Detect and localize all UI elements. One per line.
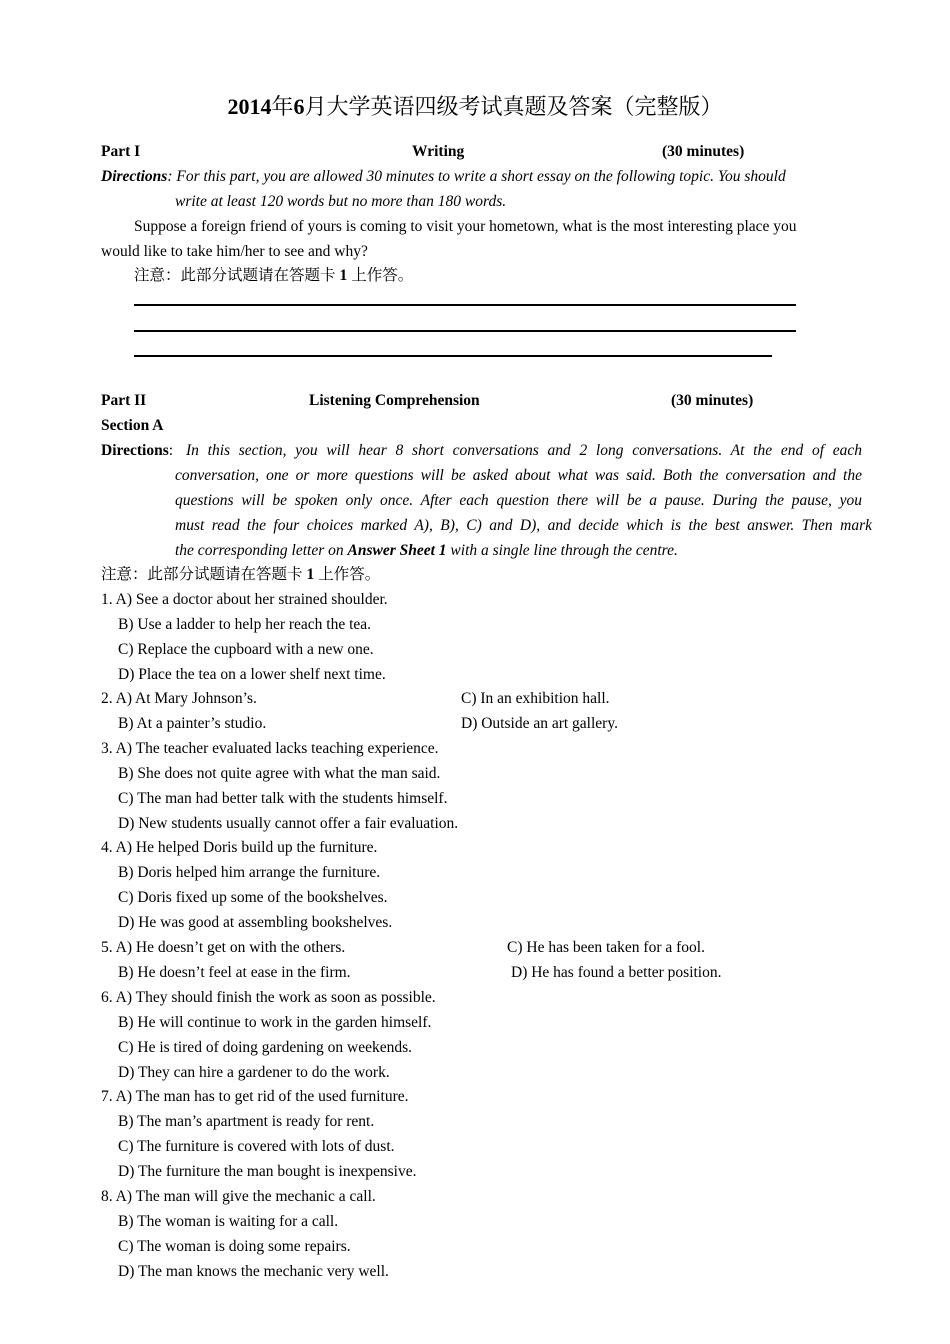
part2-directions-line5: [175, 538, 678, 563]
q7-option-a: 7. A) The man has to get rid of the used furniture.: [101, 1088, 409, 1105]
q6-option-b: B) He will continue to work in the garden himself.: [118, 1014, 432, 1031]
directions-text: : For this part, you are allowed 30 minutes to write a short essay on the following topic. You should: [167, 168, 786, 185]
note-number: 1: [339, 267, 348, 284]
title-year: 2014: [227, 94, 272, 119]
part1-label: Part I: [101, 143, 141, 160]
part2-note: [101, 562, 380, 587]
q2-option-a: 2. A) At Mary Johnson’s.: [101, 690, 257, 707]
q6-option-c: C) He is tired of doing gardening on weekends.: [118, 1039, 413, 1056]
directions-text-end: with a single line through the centre.: [446, 542, 678, 559]
q6-option-a: 6. A) They should finish the work as soon as possible.: [101, 989, 436, 1006]
q4-option-d: D) He was good at assembling bookshelves.: [118, 914, 393, 931]
q5-option-d: D) He has found a better position.: [511, 964, 722, 981]
note-text: 注意：此部分试题请在答题卡: [101, 566, 303, 583]
directions-label: Directions: [101, 168, 168, 185]
q1-option-a: 1. A) See a doctor about her strained shoulder.: [101, 591, 388, 608]
q2-option-c: C) In an exhibition hall.: [461, 690, 610, 707]
q8-option-a: 8. A) The man will give the mechanic a call.: [101, 1188, 376, 1205]
q4-option-b: B) Doris helped him arrange the furniture.: [118, 864, 381, 881]
q2-option-d: D) Outside an art gallery.: [461, 715, 618, 732]
q8-option-c: C) The woman is doing some repairs.: [118, 1238, 351, 1255]
q6-option-d: D) They can hire a gardener to do the work.: [118, 1064, 390, 1081]
q5-option-a: 5. A) He doesn’t get on with the others.: [101, 939, 346, 956]
q3-option-a: 3. A) The teacher evaluated lacks teaching experience.: [101, 740, 439, 757]
part2-label: Part II: [101, 392, 147, 409]
q4-option-c: C) Doris fixed up some of the bookshelves.: [118, 889, 388, 906]
note-number: 1: [306, 566, 315, 583]
part1-heading: Writing: [412, 143, 465, 160]
part2-directions-line1: In this section, you will hear 8 short conversations and 2 long conversations. At the end of each: [186, 442, 862, 459]
q1-option-b: B) Use a ladder to help her reach the tea.: [118, 616, 372, 633]
section-a-label: Section A: [101, 417, 164, 434]
note-text-end: 上作答。: [318, 566, 381, 583]
title-part-a: 年: [271, 94, 294, 119]
title-part-b: 月大学英语四级考试真题及答案（完整版）: [304, 94, 723, 119]
part1-time: (30 minutes): [662, 143, 745, 160]
q2-option-b: B) At a painter’s studio.: [118, 715, 267, 732]
part2-directions-line4: must read the four choices marked A), B), C) and D), and decide which is the best answer. Then mark: [175, 517, 872, 534]
answer-line: [134, 330, 796, 332]
q7-option-c: C) The furniture is covered with lots of dust.: [118, 1138, 395, 1155]
q1-option-d: D) Place the tea on a lower shelf next time.: [118, 666, 386, 683]
part1-directions-line1: [101, 164, 786, 189]
part2-time: (30 minutes): [671, 392, 754, 409]
answer-sheet-ref: Answer Sheet 1: [347, 542, 447, 559]
note-text: 注意：此部分试题请在答题卡: [134, 267, 336, 284]
part2-directions-line3: questions will be spoken only once. After each question there will be a pause. During the pause, you: [175, 492, 862, 509]
essay-prompt-line2: would like to take him/her to see and why?: [101, 243, 368, 260]
directions-label: Directions: [101, 442, 169, 459]
page-title: [0, 92, 950, 122]
q8-option-b: B) The woman is waiting for a call.: [118, 1213, 339, 1230]
part1-note: [134, 263, 413, 288]
answer-line: [134, 355, 772, 357]
part2-heading: Listening Comprehension: [309, 392, 480, 409]
q5-option-b: B) He doesn’t feel at ease in the firm.: [118, 964, 351, 981]
q5-option-c: C) He has been taken for a fool.: [507, 939, 705, 956]
part1-directions-line2: write at least 120 words but no more than 180 words.: [175, 193, 507, 210]
q3-option-b: B) She does not quite agree with what the man said.: [118, 765, 441, 782]
answer-line: [134, 304, 796, 306]
note-text-end: 上作答。: [351, 267, 414, 284]
q4-option-a: 4. A) He helped Doris build up the furniture.: [101, 839, 378, 856]
title-month: 6: [293, 94, 305, 119]
part2-directions-label-wrap: Directions:: [101, 442, 174, 459]
q7-option-d: D) The furniture the man bought is inexpensive.: [118, 1163, 417, 1180]
q1-option-c: C) Replace the cupboard with a new one.: [118, 641, 374, 658]
essay-prompt-line1: Suppose a foreign friend of yours is coming to visit your hometown, what is the most interesting place you: [134, 218, 797, 235]
q3-option-d: D) New students usually cannot offer a fair evaluation.: [118, 815, 459, 832]
q3-option-c: C) The man had better talk with the students himself.: [118, 790, 448, 807]
part2-directions-line2: conversation, one or more questions will be asked about what was said. Both the conversation and the: [175, 467, 862, 484]
q7-option-b: B) The man’s apartment is ready for rent.: [118, 1113, 375, 1130]
q8-option-d: D) The man knows the mechanic very well.: [118, 1263, 389, 1280]
directions-text: the corresponding letter on: [175, 542, 348, 559]
